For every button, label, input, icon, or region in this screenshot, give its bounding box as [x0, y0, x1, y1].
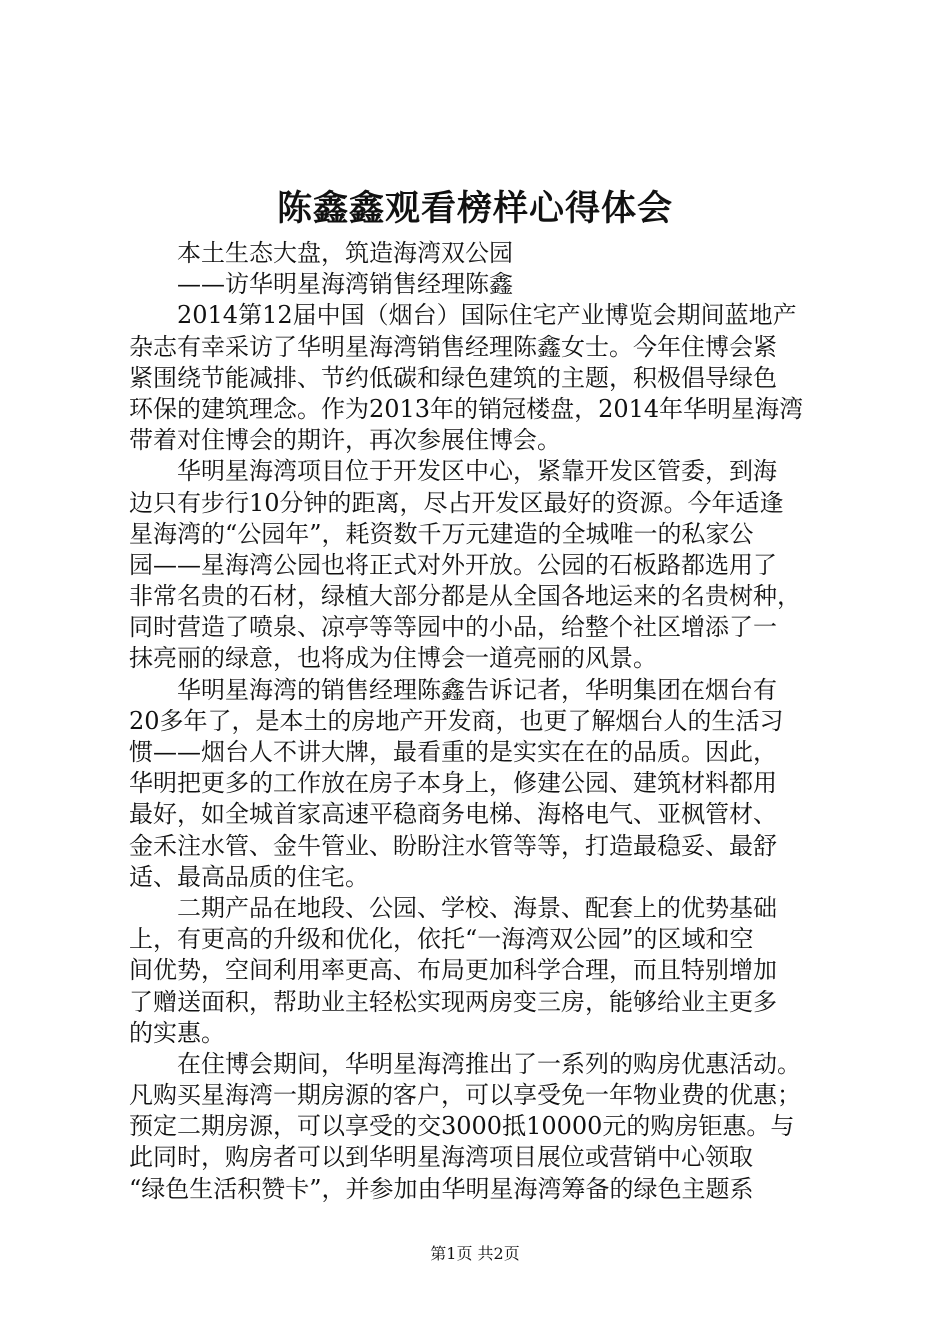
text-line: 星海湾的“公园年”，耗资数千万元建造的全城唯一的私家公 — [129, 519, 754, 548]
text-line: 边只有步行10分钟的距离，尽占开发区最好的资源。今年适逢 — [129, 488, 784, 517]
text-line: 带着对住博会的期许，再次参展住博会。 — [129, 426, 561, 455]
text-line: 的实惠。 — [129, 1018, 225, 1047]
text-line: 本土生态大盘，筑造海湾双公园 — [129, 239, 513, 267]
text-line: 预定二期房源，可以享受的交3000抵10000元的购房钜惠。与 — [129, 1112, 795, 1141]
text-line: 最好，如全城首家高速平稳商务电梯、海格电气、亚枫管材、 — [129, 800, 777, 829]
text-line: 适、最高品质的住宅。 — [129, 862, 369, 891]
text-line: 此同时，购房者可以到华明星海湾项目展位或营销中心领取 — [129, 1143, 753, 1172]
text-line: 惯——烟台人不讲大牌，最看重的是实实在在的品质。因此， — [129, 738, 777, 766]
text-line: 华明星海湾项目位于开发区中心，紧靠开发区管委，到海 — [129, 457, 777, 486]
text-line: 华明把更多的工作放在房子本身上，修建公园、建筑材料都用 — [129, 769, 777, 798]
text-line: 间优势，空间利用率更高、布局更加科学合理，而且特别增加 — [129, 956, 777, 985]
text-line: ——访华明星海湾销售经理陈鑫 — [129, 270, 513, 299]
text-line: 紧围绕节能减排、节约低碳和绿色建筑的主题，积极倡导绿色 — [129, 363, 777, 392]
text-line: 凡购买星海湾一期房源的客户，可以享受免一年物业费的优惠； — [129, 1081, 801, 1110]
text-line: “绿色生活积赞卡”，并参加由华明星海湾筹备的绿色主题系 — [129, 1174, 754, 1203]
text-line: 环保的建筑理念。作为2013年的销冠楼盘，2014年华明星海湾 — [129, 394, 804, 423]
text-line: 非常名贵的石材，绿植大部分都是从全国各地运来的名贵树种， — [129, 582, 801, 611]
text-line: 金禾注水管、金牛管业、盼盼注水管等等，打造最稳妥、最舒 — [129, 831, 777, 860]
document-title: 陈鑫鑫观看榜样心得体会 — [276, 188, 673, 229]
text-line: 园——星海湾公园也将正式对外开放。公园的石板路都选用了 — [129, 550, 777, 579]
text-line: 2014第12届中国（烟台）国际住宅产业博览会期间蓝地产 — [129, 301, 797, 330]
text-line: 在住博会期间，华明星海湾推出了一系列的购房优惠活动。 — [129, 1049, 801, 1078]
text-line: 20多年了，是本土的房地产开发商，也更了解烟台人的生活习 — [129, 706, 784, 735]
text-line: 华明星海湾的销售经理陈鑫告诉记者，华明集团在烟台有 — [129, 675, 777, 704]
text-line: 抹亮丽的绿意，也将成为住博会一道亮丽的风景。 — [129, 644, 657, 673]
text-line: 二期产品在地段、公园、学校、海景、配套上的优势基础 — [129, 893, 777, 922]
page-footer: 第1页 共2页 — [430, 1244, 520, 1263]
text-line: 同时营造了喷泉、凉亭等等园中的小品，给整个社区增添了一 — [129, 613, 777, 642]
document-body — [129, 238, 849, 1205]
text-line: 上，有更高的升级和优化，依托“一海湾双公园”的区域和空 — [129, 925, 754, 954]
text-line: 杂志有幸采访了华明星海湾销售经理陈鑫女士。今年住博会紧 — [129, 332, 777, 361]
text-line: 了赠送面积，帮助业主轻松实现两房变三房，能够给业主更多 — [129, 987, 777, 1016]
